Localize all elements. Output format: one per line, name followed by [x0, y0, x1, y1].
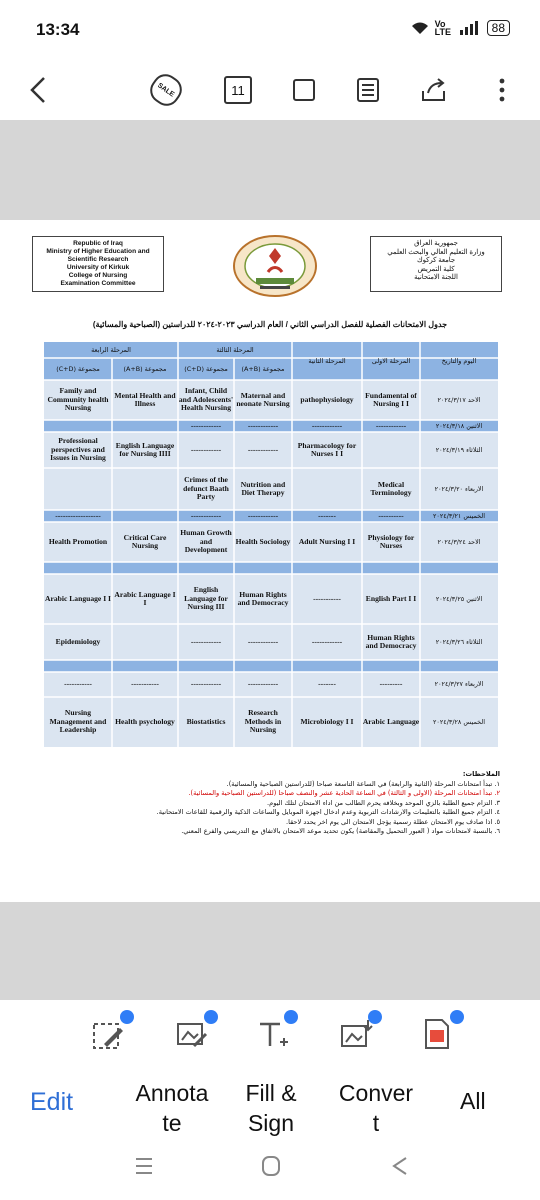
stage3-cd-exam: ------------: [190, 420, 222, 430]
convert-tab[interactable]: Conver t: [338, 1080, 414, 1136]
header-en-line: Examination Committee: [60, 280, 136, 287]
group3-ab-header: مجموعة (A+B): [241, 364, 285, 373]
day-cell: الاحد ٢٠٢٤/٣/١٧: [437, 395, 481, 404]
stage3-ab-exam: ------------: [247, 510, 279, 520]
back-arrow-icon: [26, 76, 50, 104]
day-cell: الاحد ٢٠٢٤/٣/٢٤: [437, 537, 481, 546]
stage3-cd-exam: ------------: [190, 679, 222, 689]
stage3-cd-exam: ------------: [190, 444, 222, 454]
stage2-exam: -------: [318, 679, 336, 689]
stage1-header: المرحلة الاولى: [371, 356, 411, 365]
status-bar: [0, 0, 540, 62]
day-cell: الاربعاء ٢٠٢٤/٣/٢٠: [434, 484, 484, 493]
stage2-exam: Adult Nursing I I: [298, 536, 356, 546]
stage4-cd-exam: -----------: [64, 679, 92, 689]
stage2-exam: ------------: [311, 420, 343, 430]
group-ab-header: مجموعة (A+B): [123, 364, 167, 373]
share-button[interactable]: [418, 74, 450, 106]
stage3-cd-exam: Infant, Child and Adolescents' Health Nursing: [178, 386, 234, 413]
day-cell: الاربعاء ٢٠٢٤/٣/٢٧: [434, 680, 484, 689]
sale-icon: [145, 69, 187, 111]
premium-badge-icon: [120, 1010, 134, 1024]
recents-button[interactable]: [132, 1156, 156, 1176]
stage3-ab-exam: Health Sociology: [235, 536, 291, 546]
network-label: Vo LTE: [434, 19, 451, 37]
stage4-cd-exam: Professional perspectives and Issues in Nursing: [50, 436, 106, 463]
stage3-ab-exam: Maternal and neonate Nursing: [236, 390, 290, 408]
sale-button[interactable]: [150, 74, 182, 106]
tabs-icon: [224, 76, 252, 104]
stage2-exam: -------: [318, 510, 336, 520]
stage4-cd-exam: Epidemiology: [55, 636, 101, 646]
stage4-cd-exam: Nursing Management and Leadership: [49, 708, 107, 735]
stage4-cd-exam: ------------------: [55, 510, 101, 520]
header-ar-line: وزارة التعليم العالي والبحث العلمي: [387, 248, 485, 256]
more-options-button[interactable]: [486, 74, 518, 106]
sale-label: SALE: [156, 81, 176, 99]
system-navigation-bar: [0, 1140, 540, 1200]
nav-back-icon: [388, 1154, 412, 1178]
convert-tool-button[interactable]: [338, 1016, 378, 1056]
day-date-header: اليوم والتاريخ: [441, 356, 477, 365]
stage1-exam: English Part I I: [365, 593, 417, 603]
stage4-ab-exam: Arabic Language I I: [114, 589, 176, 607]
notes-section: [48, 770, 500, 837]
stage3-ab-exam: ------------: [247, 679, 279, 689]
notes-title: الملاحظات:: [462, 770, 500, 778]
nav-back-button[interactable]: [388, 1154, 412, 1178]
note-item: ٦. بالنسبة لامتحانات مواد ( العبور التحميل والمقاصة) يكون تحديد موعد الامتحان بالاتفاق مع التدريسي والفرع المعني.: [181, 827, 500, 835]
recents-icon: [132, 1156, 156, 1176]
note-item: ١. تبدأ امتحانات المرحلة (الثانية والرابعة) في الساعة التاسعة صباحا (للدراستين الصباحية والمسائية).: [226, 779, 500, 788]
note-item: ٢. تبدأ امتحانات المرحلة (الاولى و الثالثة) في الساعة الحادية عشر والنصف صباحا (للدراستين الصباحية والمسائية).: [188, 789, 500, 797]
stage3-cd-exam: Biostatistics: [186, 716, 226, 726]
day-cell: الاثنين ٢٠٢٤/٣/١٨: [435, 421, 483, 430]
group3-cd-header: مجموعة (C+D): [184, 364, 228, 373]
fill-sign-tab[interactable]: Fill & Sign: [245, 1080, 297, 1136]
stage4-header: المرحلة الرابعة: [91, 345, 131, 354]
stage1-exam: Arabic Language: [362, 716, 420, 726]
stage4-cd-exam: Arabic Language I I: [44, 593, 112, 603]
wifi-icon: [411, 21, 429, 35]
note-item: ٤. التزام جميع الطلبة بالتعليمات والارشادات التربوية وعدم ادخال اجهزة الموبايل والساعات الذكية والرقمية للقاعات الامتحانية.: [156, 808, 500, 816]
day-cell: الاثنين ٢٠٢٤/٣/٢٥: [435, 594, 483, 603]
stage1-exam: Fundamental of Nursing I I: [365, 390, 417, 408]
header-en-line: Scientific Research: [67, 256, 129, 263]
battery-indicator: 88: [487, 20, 510, 36]
stage3-cd-exam: ------------: [190, 636, 222, 646]
annotate-tab[interactable]: Annota te: [135, 1080, 209, 1136]
stage4-ab-exam: Mental Health and Illness: [114, 390, 176, 408]
stage2-exam: Microbiology I I: [300, 716, 354, 726]
share-icon: [420, 77, 448, 103]
premium-badge-icon: [368, 1010, 382, 1024]
header-ar-line: اللجنة الامتحانية: [414, 274, 458, 281]
annotate-tool-button[interactable]: [174, 1016, 214, 1056]
day-cell: الخميس ٢٠٢٤/٣/٢٨: [433, 717, 485, 726]
clock: 13:34: [36, 20, 80, 39]
home-icon: [260, 1154, 284, 1178]
stage3-ab-exam: Human Rights and Democracy: [237, 589, 289, 607]
document-page: [0, 220, 540, 902]
header-en-line: University of Kirkuk: [66, 264, 130, 271]
back-button[interactable]: [22, 74, 54, 106]
stage4-ab-exam: Critical Care Nursing: [123, 532, 167, 550]
stage4-ab-exam: Health psychology: [115, 716, 175, 726]
stage1-exam: ----------: [378, 510, 404, 520]
reader-mode-button[interactable]: [352, 74, 384, 106]
header-arabic: [370, 236, 502, 292]
edit-tab[interactable]: Edit: [30, 1088, 74, 1116]
note-item: ٥. اذا صادف يوم الامتحان عطلة رسمية يؤجل الامتحان الى يوم اخر يحدد لاحقا.: [285, 817, 500, 826]
stage3-cd-exam: Human Growth and Development: [180, 528, 232, 555]
document-viewer[interactable]: [0, 120, 540, 1000]
header-ar-line: جامعة كركوك: [416, 257, 456, 264]
stage4-ab-exam: -----------: [131, 679, 159, 689]
premium-badge-icon: [284, 1010, 298, 1024]
stage3-cd-exam: English Language for Nursing III: [184, 585, 228, 612]
stage1-exam: ------------: [375, 420, 407, 430]
premium-badge-icon: [204, 1010, 218, 1024]
stage3-ab-exam: ------------: [247, 444, 279, 454]
header-english: [32, 236, 164, 292]
header-en-line: Republic of Iraq: [73, 240, 123, 247]
note-item: ٣. التزام جميع الطلبة بالزي الموحد وبخلافه يحرم الطالب من اداء الامتحان لتلك اليوم.: [267, 798, 500, 807]
tab-count: 11: [231, 82, 245, 98]
viewer-toolbar: [0, 62, 540, 120]
stage4-ab-exam: English Language for Nursing IIII: [115, 440, 175, 458]
stage1-exam: Human Rights and Democracy: [365, 632, 417, 650]
header-ar-line: كلية التمريض: [417, 265, 455, 273]
status-icons: [411, 20, 510, 36]
stage3-ab-exam: Nutrition and Diet Therapy: [240, 479, 286, 497]
stage2-exam: pathophysiology: [300, 394, 354, 404]
header-en-line: Ministry of Higher Education and: [46, 248, 150, 255]
stage3-ab-exam: ------------: [247, 636, 279, 646]
stage2-header: المرحلة الثانية: [308, 356, 346, 365]
fullscreen-icon: [291, 77, 317, 103]
stage1-exam: Medical Terminology: [370, 479, 412, 497]
stage1-exam: Physiology for Nurses: [367, 532, 415, 550]
edit-tool-button[interactable]: [90, 1016, 130, 1056]
stage3-ab-exam: Research Methods in Nursing: [244, 708, 282, 735]
stage4-cd-exam: Family and Community health Nursing: [47, 386, 109, 413]
all-tools-button[interactable]: [420, 1016, 460, 1056]
fullscreen-button[interactable]: [288, 74, 320, 106]
group-cd-header: مجموعة (C+D): [56, 364, 100, 373]
header-en-line: College of Nursing: [68, 272, 128, 279]
stage3-cd-exam: ------------: [190, 510, 222, 520]
stage3-header: المرحلة الثالثة: [216, 345, 254, 354]
fill-sign-tool-button[interactable]: [254, 1016, 294, 1056]
day-cell: الخميس ٢٠٢٤/٣/٢١: [433, 511, 485, 520]
stage2-exam: -----------: [313, 593, 341, 603]
exam-schedule-table: [44, 342, 498, 747]
stage1-exam: ---------: [379, 679, 403, 689]
tab-count-button[interactable]: [222, 74, 254, 106]
premium-badge-icon: [450, 1010, 464, 1024]
stage3-cd-exam: Crimes of the defunct Baath Party: [183, 475, 229, 502]
day-cell: الثلاثاء ٢٠٢٤/٣/٢٦: [435, 637, 483, 646]
stage2-exam: ------------: [311, 636, 343, 646]
schedule-title: جدول الامتحانات الفصلية للفصل الدراسي الثاني / العام الدراسي ٢٠٢٣-٢٠٢٤ للدراستين (الصباحية والمسائية): [92, 320, 448, 329]
day-cell: الثلاثاء ٢٠٢٤/٣/١٩: [435, 445, 483, 454]
reader-icon: [355, 77, 381, 103]
stage2-exam: Pharmacology for Nurses I I: [297, 440, 357, 458]
header-ar-line: جمهورية العراق: [414, 240, 458, 247]
signal-icon: [459, 21, 481, 35]
all-tab[interactable]: All: [460, 1088, 486, 1114]
college-logo: [232, 234, 318, 298]
more-vertical-icon: [498, 77, 506, 103]
home-button[interactable]: [260, 1154, 284, 1178]
stage3-ab-exam: ------------: [247, 420, 279, 430]
stage4-cd-exam: Health Promotion: [48, 536, 108, 546]
